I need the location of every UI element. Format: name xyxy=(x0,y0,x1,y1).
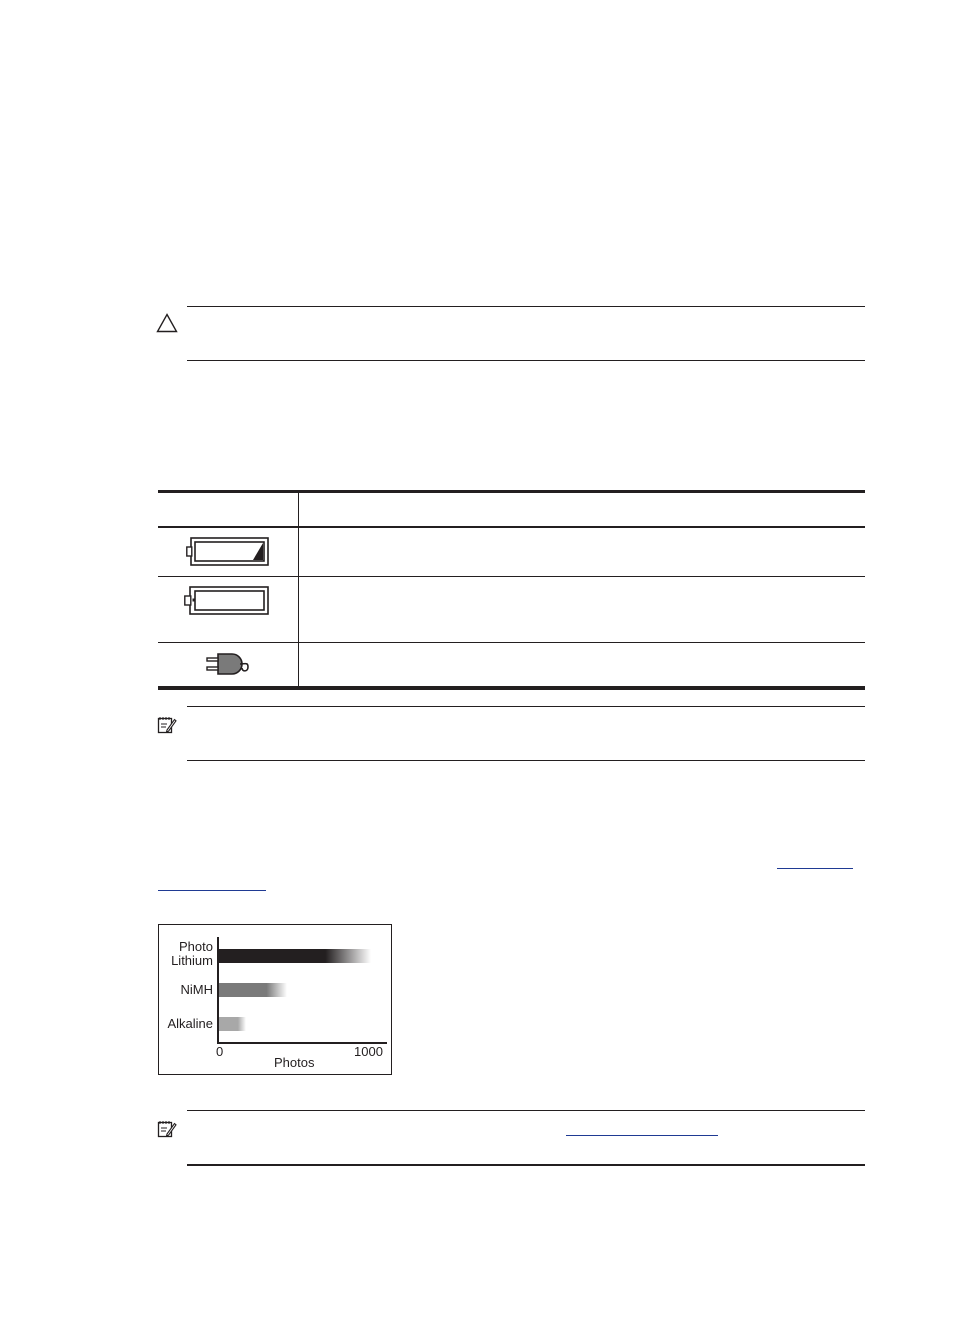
battery-life-chart xyxy=(158,924,392,1075)
x-tick-label: 0 xyxy=(216,1044,224,1059)
note-bottom-rule xyxy=(187,1164,865,1166)
x-tick-label: 1000 xyxy=(354,1044,383,1059)
note-top-rule xyxy=(187,1110,865,1111)
category-label xyxy=(171,940,213,968)
caution-top-rule xyxy=(187,306,865,307)
caution-triangle-icon xyxy=(156,313,178,333)
category-label-line: NiMH xyxy=(180,982,213,997)
ac-power-plug-icon xyxy=(204,651,252,677)
caution-bottom-rule xyxy=(187,360,865,361)
link-underline[interactable] xyxy=(566,1135,718,1136)
chart-bar xyxy=(219,949,371,963)
category-label-line: Alkaline xyxy=(167,1016,213,1031)
table-top-rule xyxy=(158,490,865,493)
table-row xyxy=(158,527,865,576)
chart-bar xyxy=(219,983,287,997)
note-pad-icon xyxy=(157,715,177,735)
battery-outline-icon xyxy=(184,586,270,616)
note-bottom-rule xyxy=(187,760,865,761)
category-label xyxy=(181,983,214,997)
note-top-rule xyxy=(187,706,865,707)
link-underline[interactable] xyxy=(777,868,853,869)
category-label-line: Lithium xyxy=(171,953,213,968)
table-bottom-rule xyxy=(158,686,865,690)
note-pad-icon xyxy=(157,1119,177,1139)
link-underline[interactable] xyxy=(158,890,266,891)
x-axis-label: Photos xyxy=(274,1055,315,1070)
chart-plot-area xyxy=(159,925,391,1074)
category-label xyxy=(167,1017,213,1031)
battery-charged-icon xyxy=(186,537,270,567)
category-label-line: Photo xyxy=(179,939,213,954)
table-row xyxy=(158,643,865,686)
chart-bar xyxy=(219,1017,246,1031)
table-row xyxy=(158,577,865,642)
